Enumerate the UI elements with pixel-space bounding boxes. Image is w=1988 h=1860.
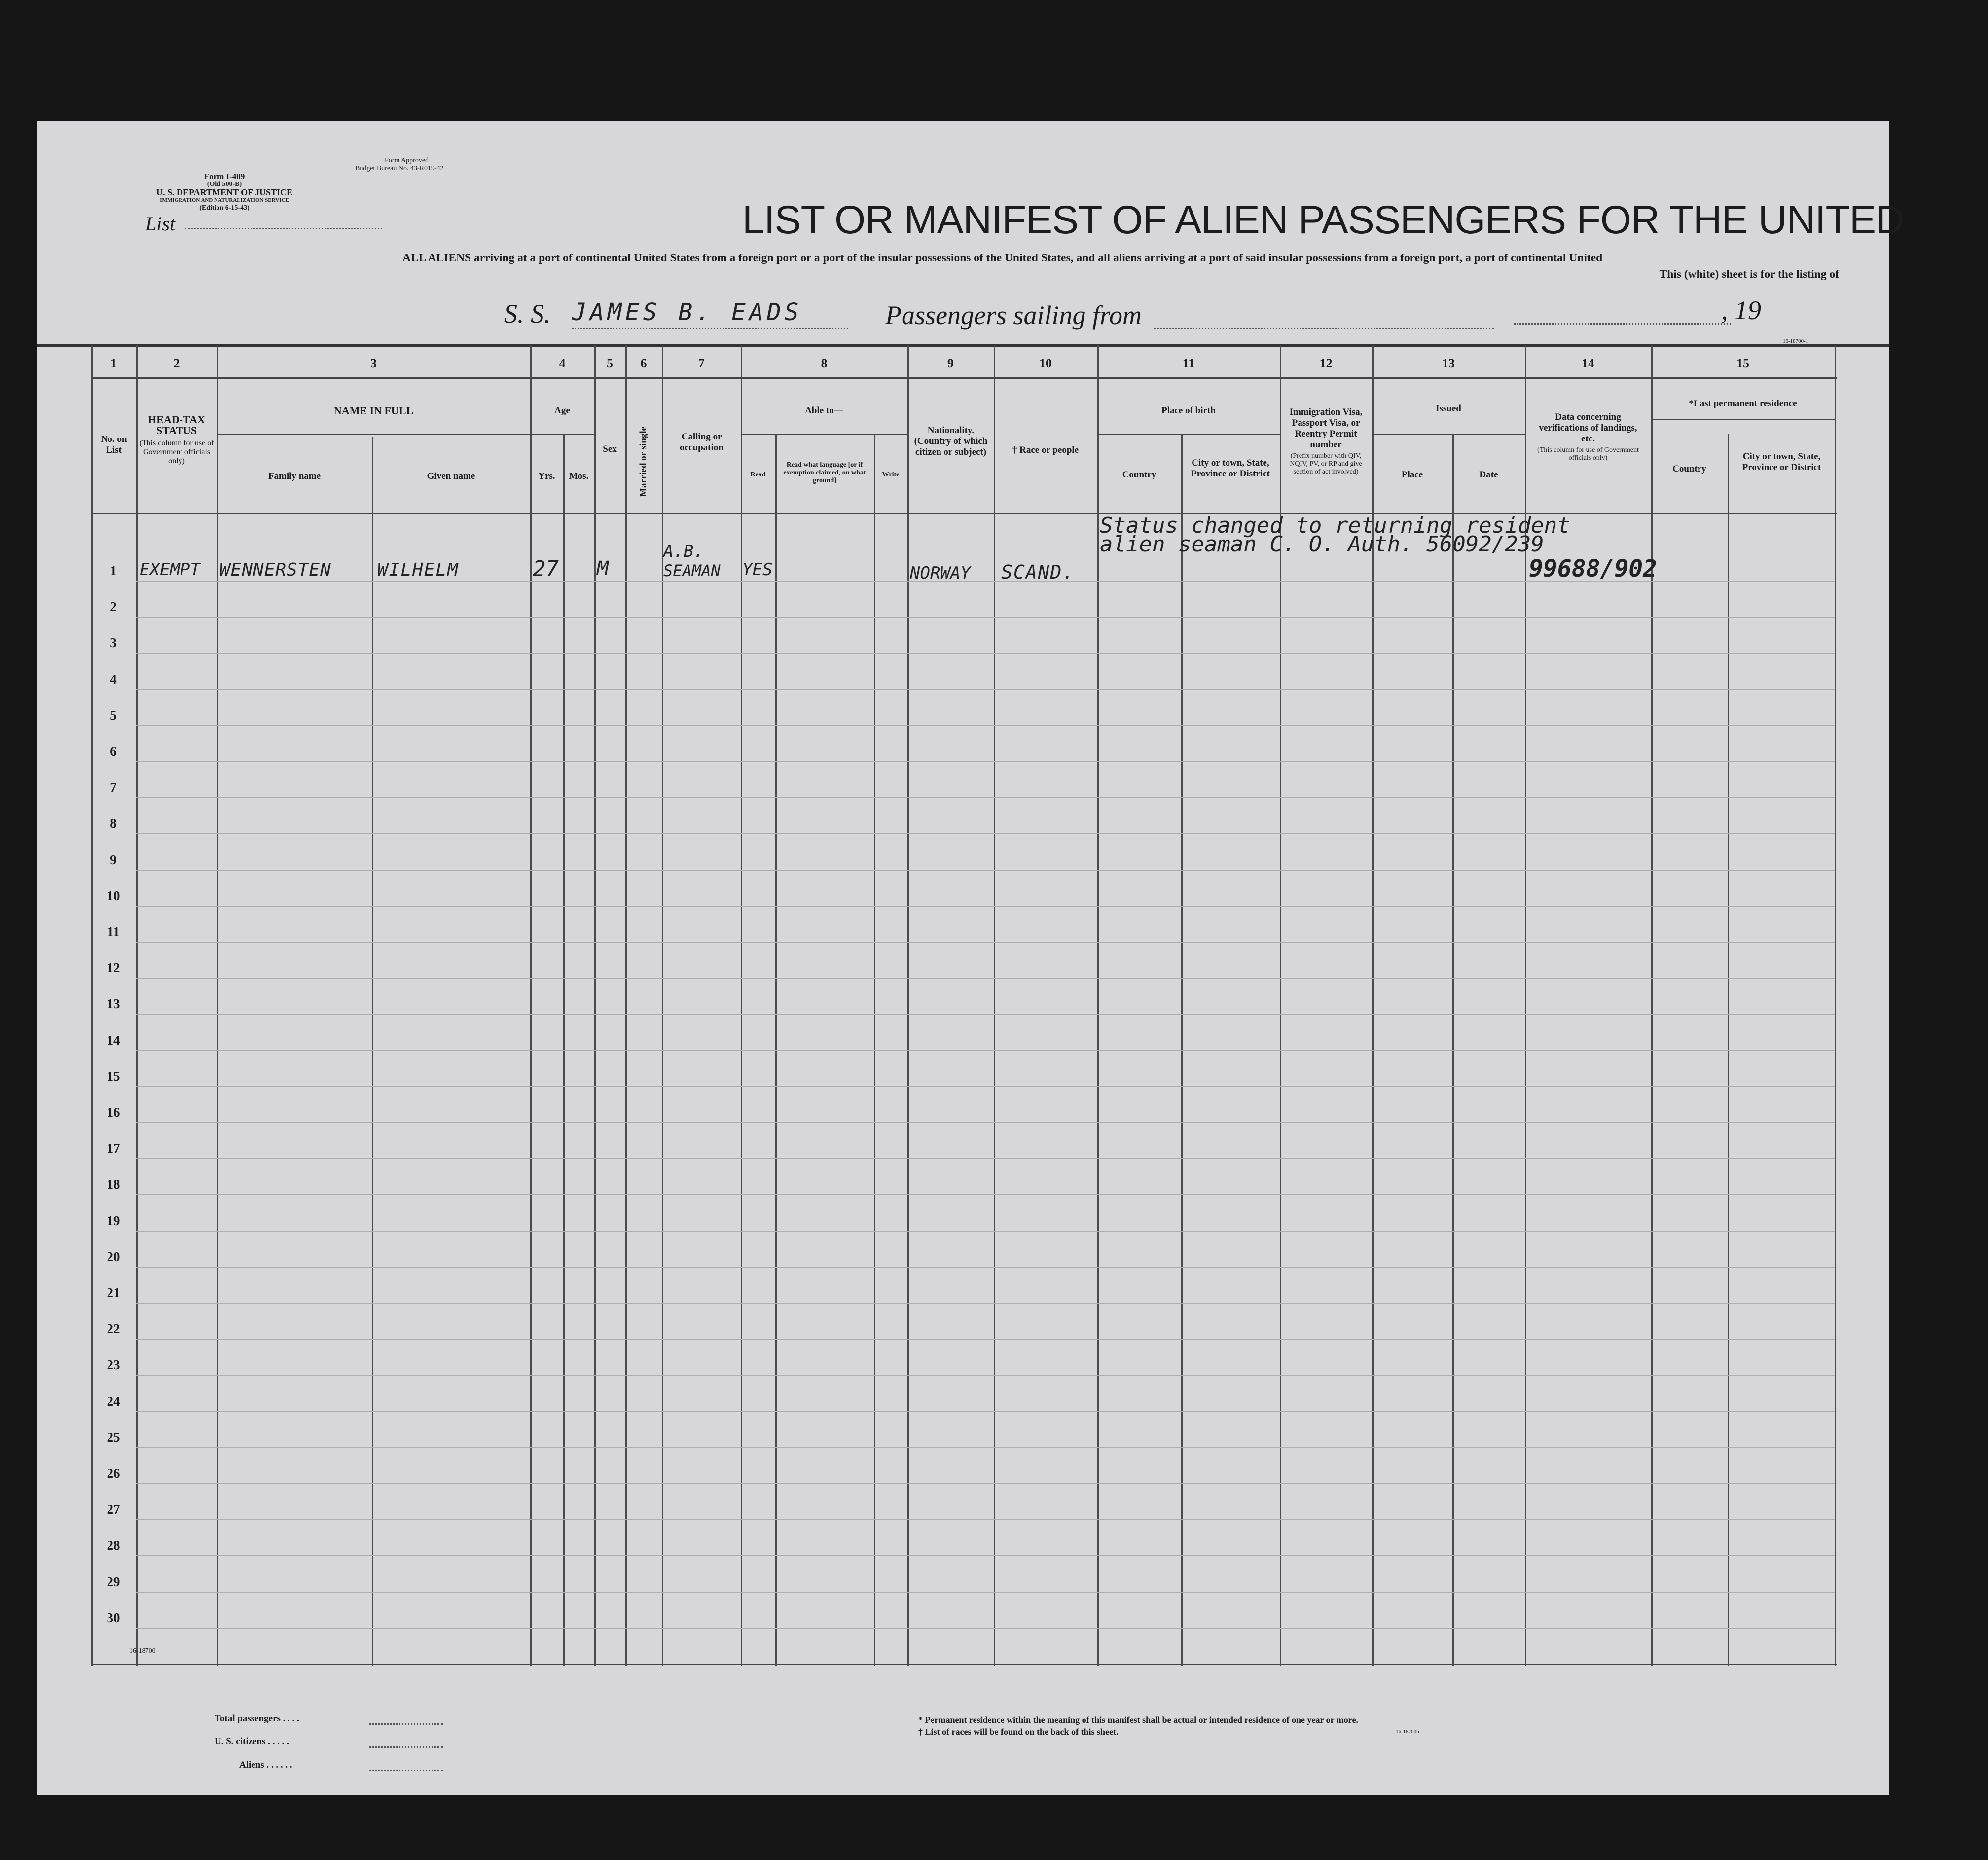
col-number: 3 [370, 356, 377, 370]
footnote-residence: * Permanent residence within the meaning of this manifest shall be actual or intended residence of one year or more. [918, 1715, 1358, 1725]
ship-name: JAMES B. EADS [572, 298, 802, 326]
row-rule [136, 1519, 1835, 1520]
subheader-rule [1651, 419, 1835, 420]
row-rule [136, 1086, 1835, 1087]
header-last-residence: *Last permanent residence [1689, 399, 1797, 409]
header-given-name: Given name [427, 471, 475, 481]
row-rule [136, 870, 1835, 871]
row-number: 14 [107, 1032, 120, 1048]
header-birth-city: City or town, State, Province or District [1191, 458, 1270, 479]
col-number: 5 [607, 356, 613, 370]
sailing-from-line [1154, 328, 1494, 329]
row-number: 15 [107, 1068, 120, 1084]
entry-sex: M [597, 557, 609, 580]
row-rule [136, 1483, 1835, 1484]
header-issued-place: Place [1401, 470, 1423, 480]
footnote-code: 16-18700b [1396, 1729, 1419, 1735]
entry-verification: 99688/902 [1529, 555, 1658, 583]
row-number: 19 [107, 1213, 120, 1228]
header-res-city: City or town, State, Province or District [1742, 451, 1821, 473]
col-line [741, 345, 742, 1666]
old-form-number: (Old 500-B) [207, 181, 242, 188]
entry-nationality: NORWAY [910, 563, 971, 583]
row-rule [136, 906, 1835, 907]
footer-small-code: 16-18700 [129, 1647, 156, 1655]
list-label: List [145, 213, 176, 235]
row-rule [136, 1267, 1835, 1268]
row-number: 27 [107, 1502, 120, 1517]
col-number: 14 [1582, 356, 1594, 370]
col-line [530, 345, 532, 1666]
row-rule [136, 1303, 1835, 1304]
col-line [1835, 345, 1836, 1666]
header-no-on-list: No. on List [101, 434, 127, 455]
col-number: 7 [698, 356, 705, 370]
manifest-sheet [37, 121, 1889, 1795]
header-birth-country: Country [1122, 470, 1157, 480]
page-title: LIST OR MANIFEST OF ALIEN PASSENGERS FOR THE UNITED [742, 198, 1904, 242]
header-family-name: Family name [268, 471, 321, 481]
row-number: 11 [107, 924, 120, 939]
total-passengers-label: Total passengers . . . . [215, 1714, 299, 1724]
header-age: Age [554, 405, 570, 416]
ship-name-line [572, 328, 848, 329]
approval-text: Form Approved [385, 157, 429, 164]
table-top-border [37, 344, 1889, 347]
col-number: 4 [559, 356, 566, 370]
table-bottom-rule [91, 1664, 1837, 1665]
row-number: 1 [110, 563, 117, 578]
row-number: 23 [107, 1357, 120, 1373]
row-number: 21 [107, 1285, 120, 1300]
row-rule [136, 1592, 1835, 1593]
aliens-line [369, 1770, 443, 1771]
us-citizens-line [369, 1746, 443, 1748]
aliens-label: Aliens . . . . . . [239, 1760, 292, 1770]
row-rule [136, 761, 1835, 762]
row-rule [136, 1050, 1835, 1051]
subheader-rule [217, 434, 530, 435]
row-number: 17 [107, 1141, 120, 1156]
verif-title: Data concerning verifications of landings, etc. [1539, 412, 1637, 444]
col-line [907, 345, 909, 1666]
us-citizens-label: U. S. citizens . . . . . [215, 1736, 289, 1747]
row-rule [136, 653, 1835, 654]
col-number: 13 [1442, 356, 1455, 370]
subheader-rule [741, 434, 907, 435]
col-number: 9 [947, 356, 954, 370]
col-line [136, 345, 138, 1666]
header-place-of-birth: Place of birth [1161, 405, 1216, 416]
row-rule [136, 833, 1835, 834]
header-write: Write [882, 471, 900, 478]
row-rule [136, 1447, 1835, 1448]
row-rule [136, 978, 1835, 979]
sailing-from-label: Passengers sailing from [885, 300, 1142, 330]
row-number: 30 [107, 1610, 120, 1625]
row-number: 4 [110, 671, 117, 687]
entry-age-yrs: 27 [533, 556, 559, 582]
header-nationality: Nationality. (Country of which citizen or subject) [914, 425, 988, 457]
ss-label: S. S. [504, 299, 551, 328]
entry-occupation-2: SEAMAN [663, 561, 721, 580]
col-number: 6 [640, 356, 647, 370]
subheader-rule [1097, 434, 1280, 435]
row-rule [136, 1555, 1835, 1556]
row-number: 29 [107, 1574, 120, 1589]
row-number: 6 [110, 744, 117, 759]
entry-occupation-1: A.B. [663, 542, 704, 561]
list-number-line [185, 228, 382, 229]
entry-annotation-1: Status changed to returning resident [1100, 513, 1570, 538]
row-number: 24 [107, 1393, 120, 1409]
corner-code: 16-18700-1 [1783, 338, 1808, 344]
visa-title: Immigration Visa, Passport Visa, or Reentry Permit number [1289, 407, 1363, 450]
sailing-date-line [1514, 323, 1731, 325]
row-rule [136, 797, 1835, 798]
header-read: Read [750, 471, 766, 478]
row-number: 26 [107, 1466, 120, 1481]
row-rule [136, 1628, 1835, 1629]
service: IMMIGRATION AND NATURALIZATION SERVICE [160, 197, 289, 203]
row-number: 9 [110, 852, 117, 867]
footnote-races: † List of races will be found on the back of this sheet. [918, 1727, 1119, 1737]
entry-given-name: WILHELM [377, 560, 459, 580]
row-rule [136, 1375, 1835, 1376]
row-number: 22 [107, 1321, 120, 1337]
col-number: 11 [1182, 356, 1195, 370]
entry-read: YES [742, 560, 773, 580]
entry-annotation-2: alien seaman C. O. Auth. 56092/239 [1100, 532, 1544, 557]
header-issued-date: Date [1479, 470, 1498, 480]
row-rule [136, 942, 1835, 943]
col-line [994, 345, 995, 1666]
entry-race: SCAND. [1001, 561, 1075, 583]
header-yrs: Yrs. [538, 471, 555, 481]
header-able-to: Able to— [805, 405, 843, 416]
header-sex: Sex [603, 444, 617, 454]
col-number: 12 [1319, 356, 1333, 370]
head-tax-note: (This column for use of Government officials only) [139, 439, 214, 465]
head-tax-title: HEAD-TAX STATUS [148, 413, 205, 437]
header-issued: Issued [1436, 403, 1461, 414]
subheader-rule [1372, 434, 1525, 435]
col-line [372, 437, 373, 1666]
row-number: 3 [110, 635, 117, 651]
header-married: Married or single [638, 426, 649, 497]
form-identity [126, 173, 323, 212]
table-number-rule [91, 377, 1837, 379]
form-approval [355, 157, 503, 173]
entry-family-name: WENNERSTEN [219, 560, 331, 580]
header-verifications [1531, 412, 1645, 462]
row-rule [136, 689, 1835, 690]
row-number: 13 [107, 996, 120, 1012]
row-rule [136, 1158, 1835, 1159]
department: U. S. DEPARTMENT OF JUSTICE [156, 187, 293, 197]
header-read-language: Read what language [or if exemption claimed, on what ground] [783, 461, 866, 484]
header-name-in-full: NAME IN FULL [333, 404, 414, 417]
col-number: 15 [1736, 356, 1749, 370]
row-number: 7 [110, 780, 117, 795]
col-line [625, 345, 627, 1666]
row-rule [136, 1122, 1835, 1123]
row-rule [136, 1339, 1835, 1340]
header-mos: Mos. [569, 471, 589, 481]
row-number: 20 [107, 1249, 120, 1264]
edition: (Edition 6-15-43) [199, 204, 250, 212]
year-prefix: , 19 [1721, 295, 1761, 325]
row-number: 8 [110, 816, 117, 831]
subtitle-line-2: This (white) sheet is for the listing of [1659, 268, 1839, 281]
entry-head-tax: EXEMPT [140, 560, 200, 580]
row-rule [136, 1194, 1835, 1195]
row-number: 16 [107, 1105, 120, 1120]
col-line [217, 345, 218, 1666]
col-line [1097, 345, 1099, 1666]
verif-note: (This column for use of Government officials only) [1537, 446, 1639, 462]
col-number: 10 [1039, 356, 1052, 370]
table-header-rule [91, 513, 1837, 514]
subheader-rule [530, 434, 594, 435]
total-passengers-line [369, 1723, 443, 1725]
header-res-country: Country [1672, 464, 1706, 474]
row-number: 5 [110, 707, 117, 723]
header-race: † Race or people [1012, 445, 1079, 455]
row-rule [136, 1231, 1835, 1232]
row-number: 12 [107, 960, 120, 976]
row-rule [136, 1411, 1835, 1412]
col-line [1651, 345, 1653, 1666]
header-calling: Calling or occupation [680, 432, 723, 453]
col-line [594, 345, 596, 1666]
form-number: Form I-409 [204, 172, 245, 181]
subtitle-line-1: ALL ALIENS arriving at a port of continental United States from a foreign port or a port of the insular possessions of the United States, and all aliens arriving at a port of said insular possessions from a foreign port, a port of continental United [402, 252, 1603, 264]
budget-number: Budget Bureau No. 43-R019-42 [355, 165, 444, 172]
row-number: 28 [107, 1538, 120, 1553]
row-number: 2 [110, 599, 117, 615]
row-number: 25 [107, 1429, 120, 1445]
row-rule [136, 617, 1835, 618]
row-rule [136, 1014, 1835, 1015]
col-line [91, 345, 93, 1666]
col-number: 2 [173, 356, 180, 370]
row-number: 10 [107, 888, 120, 903]
col-number: 1 [110, 356, 117, 370]
header-visa [1282, 407, 1370, 476]
header-head-tax [139, 414, 214, 466]
visa-note: (Prefix number with QIV, NQIV, PV, or RP and give section of act involved) [1290, 452, 1362, 475]
row-number: 18 [107, 1177, 120, 1192]
col-number: 8 [821, 356, 828, 370]
row-rule [136, 725, 1835, 726]
